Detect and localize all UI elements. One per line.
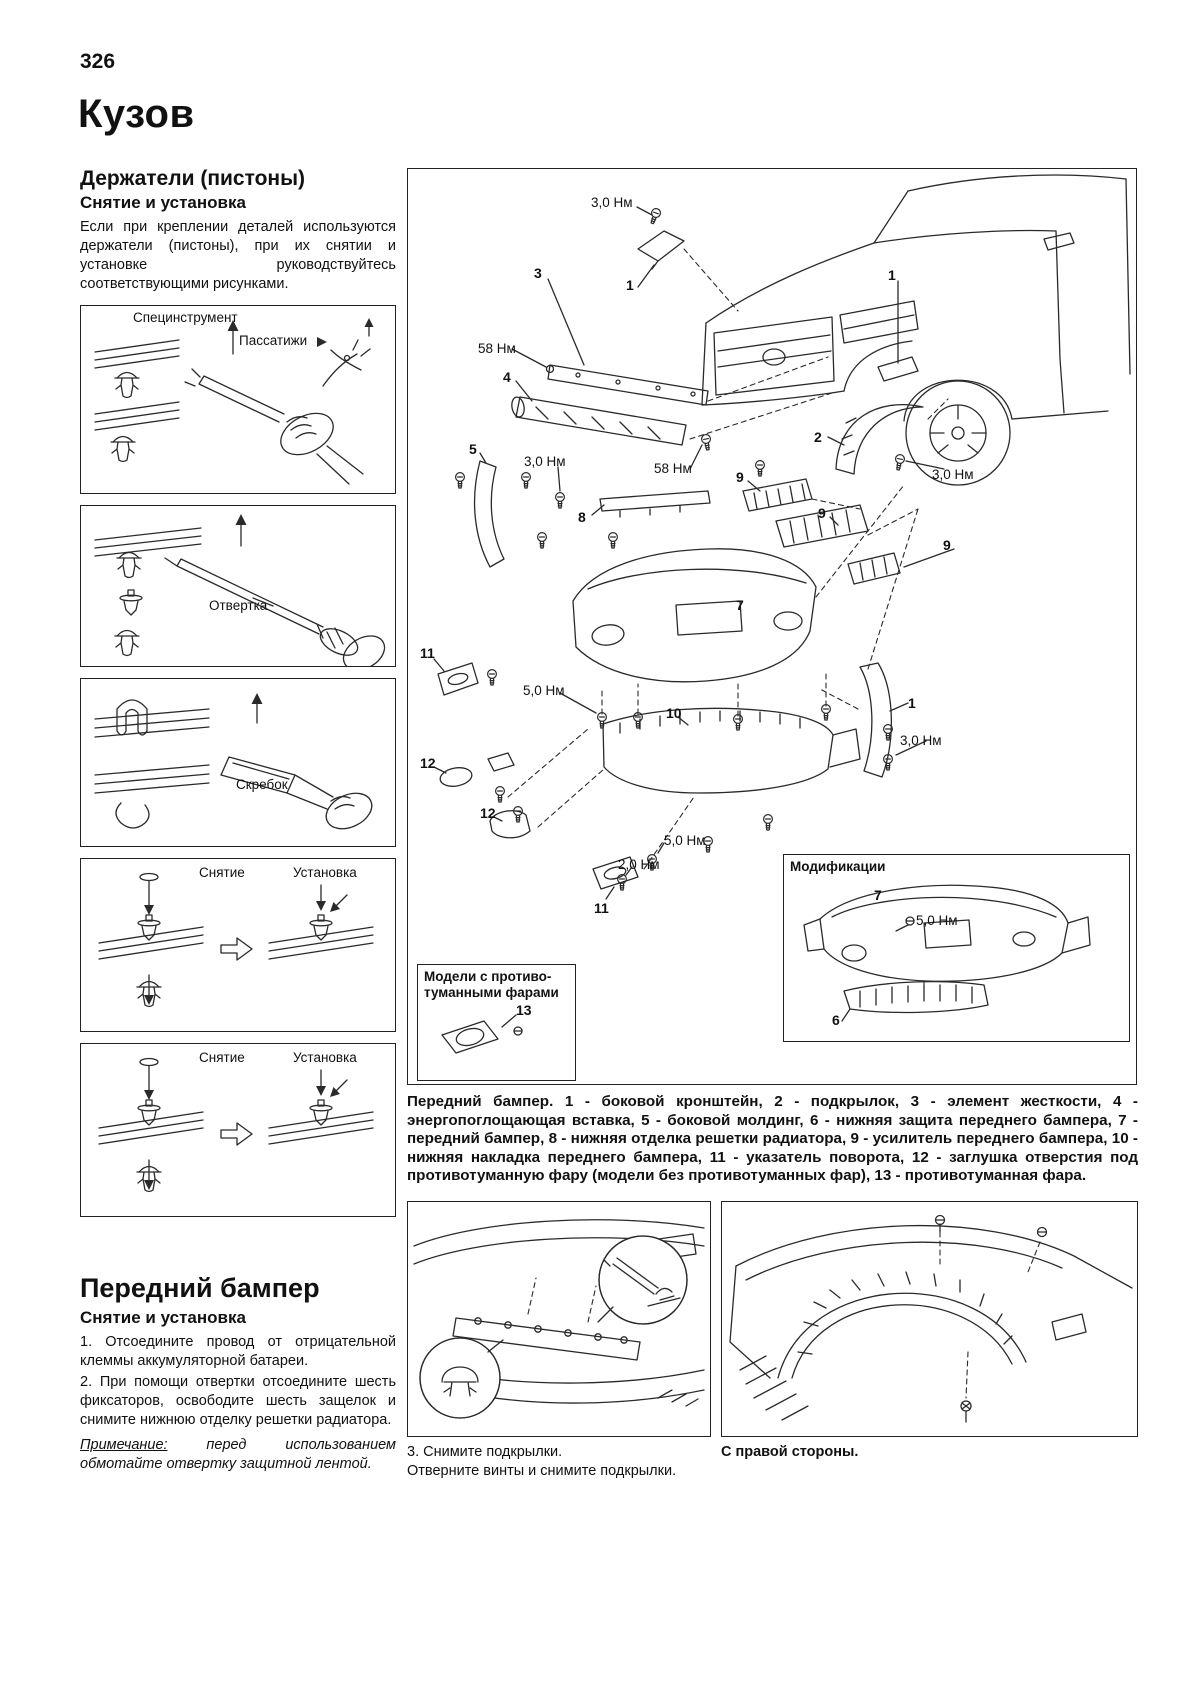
- panel-lines: [269, 927, 373, 959]
- energy-absorber: [510, 396, 712, 450]
- label-removal: Снятие: [199, 1049, 245, 1065]
- callout-lines: [434, 265, 954, 899]
- label-installation: Установка: [293, 1049, 357, 1065]
- exploded-view-figure: [407, 168, 1137, 1085]
- torque-label: 58 Нм: [478, 341, 516, 356]
- callout-number: 7: [736, 597, 744, 613]
- u-clip-icon: [117, 700, 147, 735]
- hand: [274, 404, 363, 483]
- panel-lines: [269, 1112, 373, 1144]
- caption-line: 3. Снимите подкрылки.: [407, 1443, 563, 1460]
- grille-lower-trim: [600, 491, 710, 548]
- hand: [320, 786, 377, 835]
- tire-hatch: [740, 1356, 808, 1420]
- bumper-step-1: 1. Отсоедините провод от отрицательной клеммы аккумуляторной батареи.: [80, 1333, 396, 1369]
- callout-number: 3: [534, 265, 542, 281]
- torque-label: 58 Нм: [654, 461, 692, 476]
- holders-heading: Держатели (пистоны): [80, 167, 306, 190]
- arrow-down-icon: [316, 1070, 326, 1096]
- side-molding: [456, 461, 565, 567]
- stiffener-bar: [547, 365, 709, 405]
- arrow-down-icon: [144, 1160, 154, 1190]
- page-number: 326: [80, 50, 116, 73]
- label-scraper: Скребок: [236, 776, 288, 792]
- callout-number: 1: [908, 695, 916, 711]
- fog-models-title-line2: туманными фарами: [424, 985, 559, 1001]
- torque-label: 5,0 Нм: [523, 683, 565, 698]
- torque-label: 3,0 Нм: [524, 454, 566, 469]
- label-removal: Снятие: [199, 864, 245, 880]
- right-column: [407, 168, 1138, 1481]
- c-clip-icon: [116, 803, 149, 828]
- bottom-right-figure-block: [721, 1201, 1138, 1481]
- lower-guard: [844, 981, 988, 1012]
- bottom-right-caption: С правой стороны.: [721, 1443, 859, 1460]
- callout-number: 6: [832, 1012, 840, 1028]
- fog-lamp-illustration: [418, 1001, 573, 1077]
- grille-trim-illustration: [408, 1202, 710, 1431]
- torque-label: 2,0 Нм: [618, 857, 660, 872]
- liner-hatch: [798, 1272, 1012, 1354]
- bumper-step-2: 2. При помощи отвертки отсоедините шесть фиксаторов, освободите шесть защелок и снимите нижнюю отделку решетки радиатора.: [80, 1373, 396, 1428]
- fog-models-inset: [417, 964, 576, 1081]
- figure-remove-install-2: [80, 1043, 396, 1217]
- pin-punch-tool: [140, 873, 158, 915]
- wheel-liner-figure: [721, 1201, 1138, 1437]
- wheel-liner-illustration: [722, 1202, 1137, 1431]
- callout-number: 9: [943, 537, 951, 553]
- label-special-tool: Специнструмент: [133, 309, 238, 325]
- bumper-heading: Передний бампер: [80, 1272, 320, 1303]
- bumper-note: [80, 1436, 396, 1474]
- torque-label: 5,0 Нм: [664, 833, 706, 848]
- modifications-title: Модификации: [790, 859, 886, 874]
- callout-number: 9: [736, 469, 744, 485]
- clip-icon: [117, 552, 141, 577]
- fork-tool: [185, 369, 284, 422]
- arrow-down-icon: [330, 895, 347, 912]
- torque-label: 3,0 Нм: [591, 195, 633, 210]
- magnifier-detail-bottom: [420, 1338, 503, 1418]
- mounting-screws: [598, 674, 831, 730]
- arrow-up-icon: [252, 693, 263, 723]
- remove-install-illustration: [81, 859, 394, 1031]
- caption-line: Отверните винты и снимите подкрылки.: [407, 1462, 677, 1479]
- callout-number: 12: [480, 805, 496, 821]
- bumper-subheading: Снятие и установка: [80, 1307, 246, 1327]
- note-text: перед использованием обмотайте отвертку защитной лентой.: [80, 1437, 396, 1473]
- figure-screwdriver: [80, 505, 396, 667]
- left-column: [80, 167, 396, 1489]
- side-bracket-top: [638, 207, 738, 311]
- arrow-down-icon: [144, 975, 154, 1005]
- hand: [337, 629, 390, 666]
- clip-icon: [115, 372, 139, 397]
- arrow-down-icon: [316, 885, 326, 911]
- bracket-piece: [1052, 1314, 1086, 1340]
- special-tool-illustration: [81, 306, 394, 493]
- arrow-up-icon: [228, 320, 239, 354]
- callout-number: 9: [818, 505, 826, 521]
- callout-number: 12: [420, 755, 436, 771]
- holders-subheading: Снятие и установка: [80, 193, 246, 212]
- clip-icon: [120, 590, 142, 615]
- note-label: Примечание:: [80, 1437, 168, 1454]
- panel-lines: [99, 927, 203, 959]
- bumper-reinforcement: [743, 461, 918, 584]
- torque-label: 5,0 Нм: [916, 913, 958, 928]
- panel-lines: [95, 709, 209, 793]
- lower-valance: [603, 708, 860, 793]
- callout-number: 1: [626, 277, 634, 293]
- callout-number: 5: [469, 441, 477, 457]
- pliers-icon: [323, 318, 374, 386]
- callout-number: 1: [888, 267, 896, 283]
- callout-number: 2: [814, 429, 822, 445]
- figure-special-tool: [80, 305, 396, 494]
- torque-label: 3,0 Нм: [932, 467, 974, 482]
- bumper-cover: [573, 357, 904, 682]
- screwdriver-illustration: [81, 506, 394, 666]
- label-arrow: [317, 337, 327, 347]
- label-pliers: Пассатижи: [239, 332, 308, 348]
- label-installation: Установка: [293, 864, 357, 880]
- holders-intro: Если при креплении деталей используются держатели (пистоны), при их снятии и установке руководствуйтесь соответствующими рисунками.: [80, 219, 396, 293]
- callout-number: 7: [874, 887, 882, 903]
- callout-number: 8: [578, 509, 586, 525]
- bottom-left-figure-block: [407, 1201, 711, 1481]
- turn-signal-upper: [438, 663, 496, 695]
- label-screwdriver: Отвертка: [209, 597, 268, 613]
- bottom-figures-row: [407, 1201, 1138, 1481]
- fender-liner: [836, 399, 948, 474]
- figure-scraper: [80, 678, 396, 847]
- double-arrow-icon: [221, 1123, 252, 1145]
- arrow-down-icon: [330, 1080, 347, 1097]
- fog-plug-lower: [490, 769, 604, 838]
- magnifier-detail-top: [598, 1236, 687, 1324]
- arrow-up-icon: [236, 514, 247, 546]
- car-outline: [702, 175, 1130, 485]
- panel-lines: [95, 528, 201, 556]
- double-arrow-icon: [221, 938, 252, 960]
- grille-trim-figure: [407, 1201, 711, 1437]
- panel-lines: [95, 340, 179, 430]
- figure-caption: Передний бампер. 1 - боковой кронштейн, 2 - подкрылок, 3 - элемент жесткости, 4 - энергопоглощающая вставка, 5 - боковой молдинг, 6 - нижняя защита переднего бампера, 7 - передний бампер, 8 - нижняя отделка решетки радиатора, 9 - усилитель переднего бампера, 10 - нижняя накладка переднего бампера, 11 - указатель поворота, 12 - заглушка отверстия под противотуманную фару (модели без противотуманных фар), 13 - противотуманная фара.: [407, 1093, 1138, 1185]
- figure-remove-install-1: [80, 858, 396, 1032]
- clip-icon: [115, 630, 139, 655]
- callout-number: 11: [594, 900, 609, 916]
- torque-label: 3,0 Нм: [900, 733, 942, 748]
- scraper-illustration: [81, 679, 394, 846]
- callout-number: 4: [503, 369, 511, 385]
- pin-punch-tool: [140, 1058, 158, 1100]
- callout-number: 10: [666, 705, 682, 721]
- bottom-left-caption: [407, 1443, 711, 1481]
- remove-install-illustration: [81, 1044, 394, 1216]
- callout-number: 11: [420, 645, 435, 661]
- callout-number: 13: [516, 1002, 532, 1018]
- fog-plug-upper: [439, 729, 588, 822]
- fog-models-title-line1: Модели с противо-: [424, 969, 552, 984]
- panel-lines: [99, 1112, 203, 1144]
- clip-icon: [111, 436, 135, 461]
- page-title: Кузов: [78, 92, 195, 136]
